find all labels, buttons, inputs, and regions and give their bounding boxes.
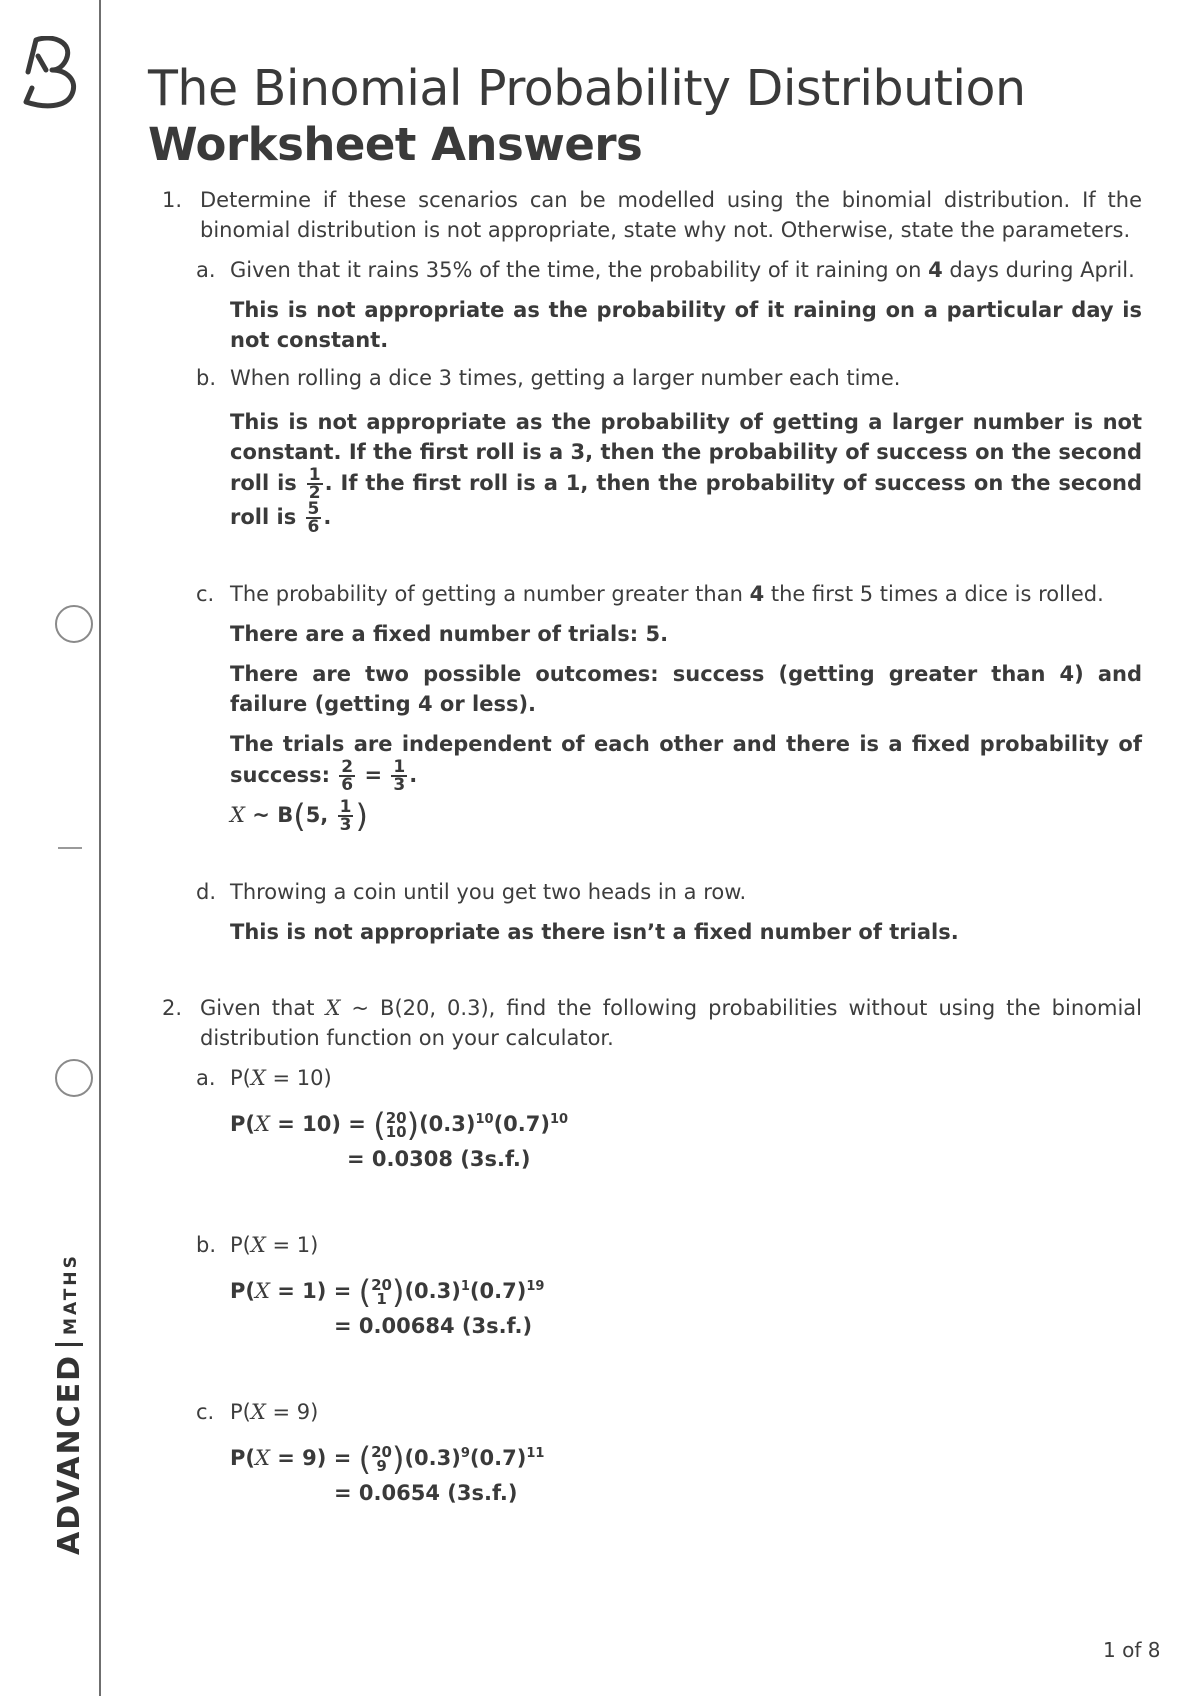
question-1b: b. When rolling a dice 3 times, getting a larger number each time. This is not appropriate as the probability of getting a larger number is not constant. If the first roll is a 3, then the probability of success on the second roll is $\frac{1}{2}$ . If the first roll is a 1, then the probability of success on the second roll is $\frac{5}{6}$ .: [162, 363, 1142, 535]
answer-1c-distribution: X ~ B(5, $\frac{1}{3}$ ): [230, 797, 368, 835]
brand-wordmark: ADVANCEDMATHS: [52, 1253, 87, 1555]
answer-1c-outcomes: There are two possible outcomes: success (getting greater than 4) and failure (getting 4 or less).: [230, 662, 1142, 716]
answer-2b: P(X = 1) = ( 20 1 )$(0.3)^1(0.7)^{19}$: [230, 1273, 545, 1311]
question-2c: c. P(X = 9) P(X = 9) = ( 20 9 )$(0.3)^9(0.7)^{11}$ = 0.0654 (3s.f.): [162, 1397, 1142, 1508]
page-title: The Binomial Probability Distribution: [148, 60, 1026, 117]
question-2b: b. P(X = 1) P(X = 1) = ( 20 1 )$(0.3)^1(0.7)^{19}$ = 0.00684 (3s.f.): [162, 1230, 1142, 1341]
answer-1d: This is not appropriate as there isn’t a fixed number of trials.: [230, 920, 959, 944]
brand-logo-icon: [22, 36, 82, 110]
question-1c: c. The probability of getting a number greater than 4 the first 5 times a dice is rolled. There are a fixed number of trials: 5. There are two possible outcomes: success (getting greater than 4) and failure (getting 4 or less). The trials are independent of each other and there is a fixed probability of success: $\frac{2}{6}$ = $\frac{1}{3}$ . X ~ B(5, $\frac{1}{3}$ ): [162, 579, 1142, 833]
fraction: $\frac{1}{3}$: [339, 797, 352, 835]
question-1d: d. Throwing a coin until you get two heads in a row. This is not appropriate as there isn’t a fixed number of trials.: [162, 877, 1142, 947]
question-2: 2. Given that X ~ B(20, 0.3), find the following probabilities without using the binomial distribution function on your calculator.: [162, 996, 1142, 1050]
answer-1b: This is not appropriate as the probability of getting a larger number is not constant. If the first roll is a 3, then the probability of success on the second roll is $\frac{1}{2}$ . If the first roll is a 1, then the probability of success on the second roll is $\frac{5}{6}$ .: [230, 410, 1142, 537]
answer-1c-trials: There are a fixed number of trials: 5.: [230, 622, 669, 646]
fraction: $\frac{1}{3}$: [393, 757, 406, 795]
answer-1c-probability: The trials are independent of each other and there is a fixed probability of success: $\frac{2}{6}$ = $\frac{1}{3}$ .: [230, 732, 1142, 795]
rail-divider: [99, 0, 101, 1696]
binder-hole: [55, 605, 93, 643]
fold-mark: [58, 847, 82, 849]
page-number: 1 of 8: [1103, 1638, 1161, 1662]
result-2c: = 0.0654 (3s.f.): [334, 1481, 518, 1505]
result-2b: = 0.00684 (3s.f.): [334, 1314, 533, 1338]
fraction: $\frac{1}{2}$: [308, 465, 321, 503]
answer-1a: This is not appropriate as the probability of it raining on a particular day is not constant.: [230, 298, 1142, 352]
page-subtitle: Worksheet Answers: [148, 118, 643, 171]
result-2a: = 0.0308 (3s.f.): [347, 1147, 531, 1171]
question-2a: a. P(X = 10) P(X = 10) = ( 20 10 )$(0.3)^{10}(0.7)^{10}$ = 0.0308 (3s.f.): [162, 1063, 1142, 1174]
answer-2c: P(X = 9) = ( 20 9 )$(0.3)^9(0.7)^{11}$: [230, 1440, 545, 1478]
binder-hole: [55, 1059, 93, 1097]
answer-2a: P(X = 10) = ( 20 10 )$(0.3)^{10}(0.7)^{10}$: [230, 1106, 569, 1144]
worksheet-body: [162, 185, 1142, 1508]
question-1a: a. Given that it rains 35% of the time, the probability of it raining on 4 days during April. This is not appropriate as the probability of it raining on a particular day is not constant.: [162, 255, 1142, 355]
left-rail: [0, 0, 100, 1696]
fraction: $\frac{2}{6}$: [341, 757, 354, 795]
question-1: 1. Determine if these scenarios can be modelled using the binomial distribution. If the binomial distribution is not appropriate, state why not. Otherwise, state the parameters.: [162, 188, 1142, 242]
fraction: $\frac{5}{6}$: [307, 499, 320, 537]
